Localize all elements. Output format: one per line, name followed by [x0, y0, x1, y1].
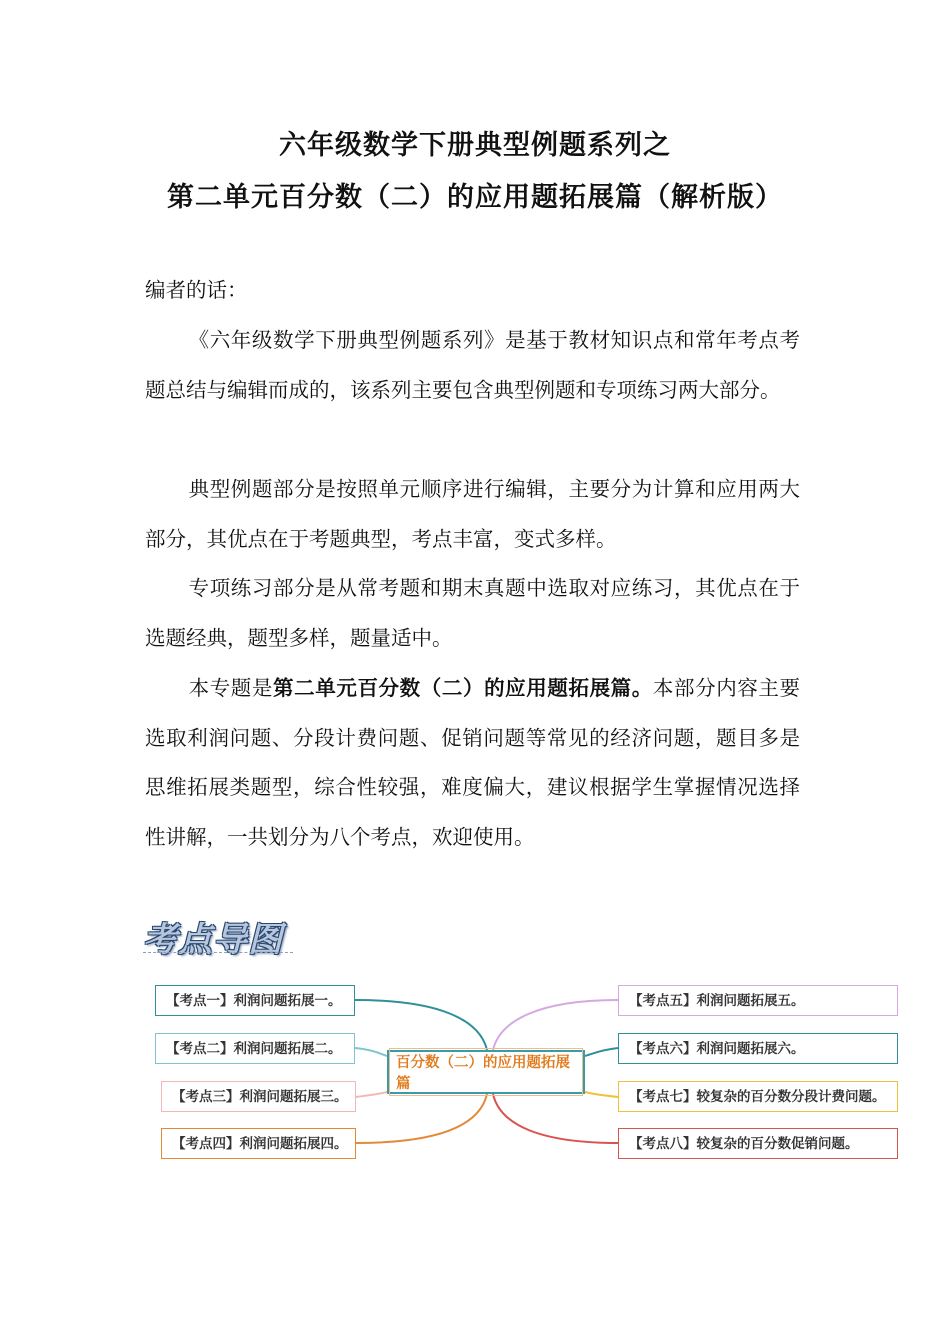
connector-left-2	[355, 1048, 387, 1056]
mindmap-node-left-2: 【考点二】利润问题拓展二。	[155, 1033, 355, 1064]
connector-right-4	[493, 1094, 618, 1143]
mindmap-node-left-4: 【考点四】利润问题拓展四。	[161, 1128, 356, 1159]
paragraph-4-bold: 第二单元百分数（二）的应用题拓展篇。	[273, 676, 653, 700]
connector-right-2	[585, 1048, 618, 1056]
connector-left-4	[356, 1094, 487, 1143]
editor-intro: 编者的话：	[145, 278, 248, 302]
mindmap-node-right-4: 【考点八】较复杂的百分数促销问题。	[618, 1128, 898, 1159]
mindmap-node-left-1: 【考点一】利润问题拓展一。	[155, 985, 355, 1016]
paragraph-2-text: 典型例题部分是按照单元顺序进行编辑，主要分为计算和应用两大部分，其优点在于考题典型，考点丰富，变式多样。	[145, 477, 800, 551]
connector-right-1	[493, 1000, 618, 1050]
paragraph-3-text: 专项练习部分是从常考题和期末真题中选取对应练习，其优点在于选题经典，题型多样，题量适中。	[145, 576, 800, 650]
connector-right-3	[585, 1092, 618, 1097]
mindmap-node-right-3: 【考点七】较复杂的百分数分段计费问题。	[618, 1081, 898, 1112]
mindmap-node-left-3: 【考点三】利润问题拓展三。	[161, 1081, 356, 1112]
mindmap-heading: 考点导图	[143, 920, 283, 960]
connector-left-1	[355, 1000, 487, 1050]
mindmap-node-right-2: 【考点六】利润问题拓展六。	[618, 1033, 898, 1064]
document-title-line2: 第二单元百分数（二）的应用题拓展篇（解析版）	[167, 182, 783, 213]
mindmap-center-label: 百分数（二）的应用题拓展篇	[389, 1048, 583, 1096]
mindmap-node-right-1: 【考点五】利润问题拓展五。	[618, 985, 898, 1016]
connector-left-3	[356, 1092, 387, 1097]
paragraph-4-rest: 本部分内容主要选取利润问题、分段计费问题、促销问题等常见的经济问题，题目多是思维拓展类题型，综合性较强，难度偏大，建议根据学生掌握情况选择性讲解，一共划分为八个考点，欢迎使用。	[145, 676, 801, 849]
mindmap-center-node	[387, 1050, 585, 1094]
paragraph-1-text: 《六年级数学下册典型例题系列》是基于教材知识点和常年考点考题总结与编辑而成的，该系列主要包含典型例题和专项练习两大部分。	[145, 328, 800, 402]
document-title-line1: 六年级数学下册典型例题系列之	[279, 130, 671, 161]
paragraph-4-start: 本专题是	[188, 676, 274, 700]
